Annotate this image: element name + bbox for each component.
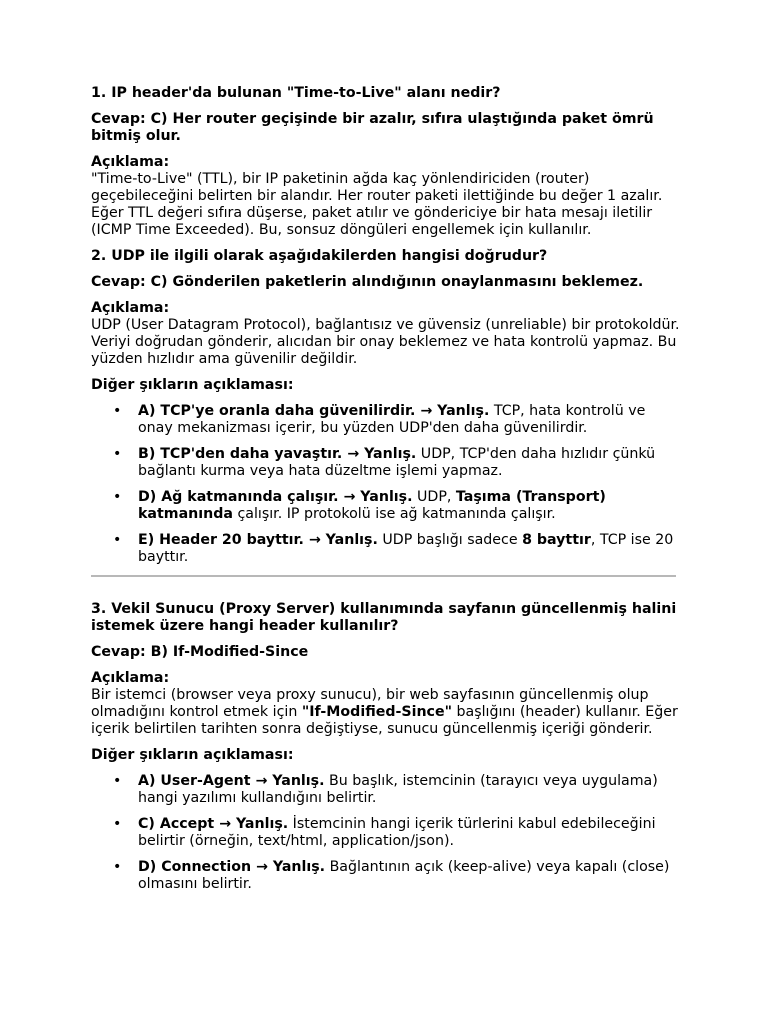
explanation-text-2: UDP (User Datagram Protocol), bağlantısız ve güvensiz (unreliable) bir protokoldür. Veriyi doğrudan gönderir, alıcıdan bir onay beklemez ve hata kontrolü yapmaz. Bu yüzden hızlıdır ama güvenilir değildir. xyxy=(91,317,680,367)
option-text: İstemcinin hangi içerik türlerini kabul edebileceğini belirtir (örneğin, text/html, application/json). xyxy=(138,816,656,849)
option-text-tail: çalışır. IP protokolü ise ağ katmanında çalışır. xyxy=(232,506,556,522)
option-text: Bu başlık, istemcinin (tarayıcı veya uygulama) hangi yazılımı kullandığını belirtir. xyxy=(138,773,658,806)
other-options-label-3: Diğer şıkların açıklaması: xyxy=(91,747,294,763)
option-label: D) Ağ katmanında çalışır. → Yanlış. xyxy=(138,489,413,505)
explanation-text-3 xyxy=(91,687,681,738)
option-label: C) Accept → Yanlış. xyxy=(138,816,289,832)
bullet-icon: • xyxy=(113,859,122,875)
list-item xyxy=(113,773,681,807)
other-options-list-2 xyxy=(91,403,681,566)
bullet-icon: • xyxy=(113,403,122,419)
option-text: UDP başlığı sadece xyxy=(377,532,523,548)
option-label: B) TCP'den daha yavaştır. → Yanlış. xyxy=(138,446,417,462)
explanation-header-name: "If-Modified-Since" xyxy=(301,704,452,720)
list-item xyxy=(113,532,681,566)
bullet-icon: • xyxy=(113,532,122,548)
section-divider xyxy=(91,575,676,577)
explanation-text-part: Bir istemci (browser veya proxy sunucu), bir web sayfasının güncellenmiş olup olmadığını kontrol etmek için xyxy=(91,687,649,720)
bullet-icon: • xyxy=(113,489,122,505)
explanation-label-1: Açıklama: xyxy=(91,154,170,170)
bullet-icon: • xyxy=(113,816,122,832)
option-label: D) Connection → Yanlış. xyxy=(138,859,326,875)
list-item xyxy=(113,489,681,523)
bullet-icon: • xyxy=(113,446,122,462)
explanation-label-3: Açıklama: xyxy=(91,670,170,686)
answer-1: Cevap: C) Her router geçişinde bir azalır, sıfıra ulaştığında paket ömrü bitmiş olur. xyxy=(91,111,654,144)
list-item xyxy=(113,816,681,850)
option-text: TCP, hata kontrolü ve onay mekanizması içerir, bu yüzden UDP'den daha güvenilirdir. xyxy=(138,403,646,436)
list-item xyxy=(113,403,681,437)
option-label: A) User-Agent → Yanlış. xyxy=(138,773,325,789)
other-options-list-3 xyxy=(91,773,681,893)
question-1: 1. IP header'da bulunan "Time-to-Live" alanı nedir? xyxy=(91,85,501,101)
other-options-label-2: Diğer şıkların açıklaması: xyxy=(91,377,294,393)
option-text: UDP, xyxy=(412,489,456,505)
option-text-tail: , TCP ise 20 bayttır. xyxy=(138,532,674,565)
explanation-label-2: Açıklama: xyxy=(91,300,170,316)
answer-3: Cevap: B) If-Modified-Since xyxy=(91,644,309,660)
option-label: A) TCP'ye oranla daha güvenilirdir. → Yanlış. xyxy=(138,403,490,419)
answer-2: Cevap: C) Gönderilen paketlerin alındığının onaylanmasını beklemez. xyxy=(91,274,644,290)
bullet-icon: • xyxy=(113,773,122,789)
question-2: 2. UDP ile ilgili olarak aşağıdakilerden hangisi doğrudur? xyxy=(91,248,548,264)
explanation-text-tail: başlığını (header) kullanır. Eğer içerik belirtilen tarihten sonra değiştiyse, sunucu güncellenmiş içeriği gönderir. xyxy=(91,704,678,737)
document-content xyxy=(91,85,681,902)
option-text: UDP, TCP'den daha hızlıdır çünkü bağlantı kurma veya hata düzeltme işlemi yapmaz. xyxy=(138,446,656,479)
option-emphasis: 8 bayttır xyxy=(522,532,591,548)
option-label: E) Header 20 bayttır. → Yanlış. xyxy=(138,532,378,548)
list-item xyxy=(113,446,681,480)
explanation-text-1: "Time-to-Live" (TTL), bir IP paketinin ağda kaç yönlendiriciden (router) geçebileceğini belirten bir alandır. Her router paketi ilettiğinde bu değer 1 azalır. Eğer TTL değeri sıfıra düşerse, paket atılır ve göndericiye bir hata mesajı iletilir (ICMP Time Exceeded). Bu, sonsuz döngüleri engellemek için kullanılır. xyxy=(91,171,663,238)
list-item xyxy=(113,859,681,893)
option-text: Bağlantının açık (keep-alive) veya kapalı (close) olmasını belirtir. xyxy=(138,859,670,892)
question-3: 3. Vekil Sunucu (Proxy Server) kullanımında sayfanın güncellenmiş halini istemek üzere hangi header kullanılır? xyxy=(91,601,677,634)
option-emphasis: Taşıma (Transport) katmanında xyxy=(138,489,606,522)
